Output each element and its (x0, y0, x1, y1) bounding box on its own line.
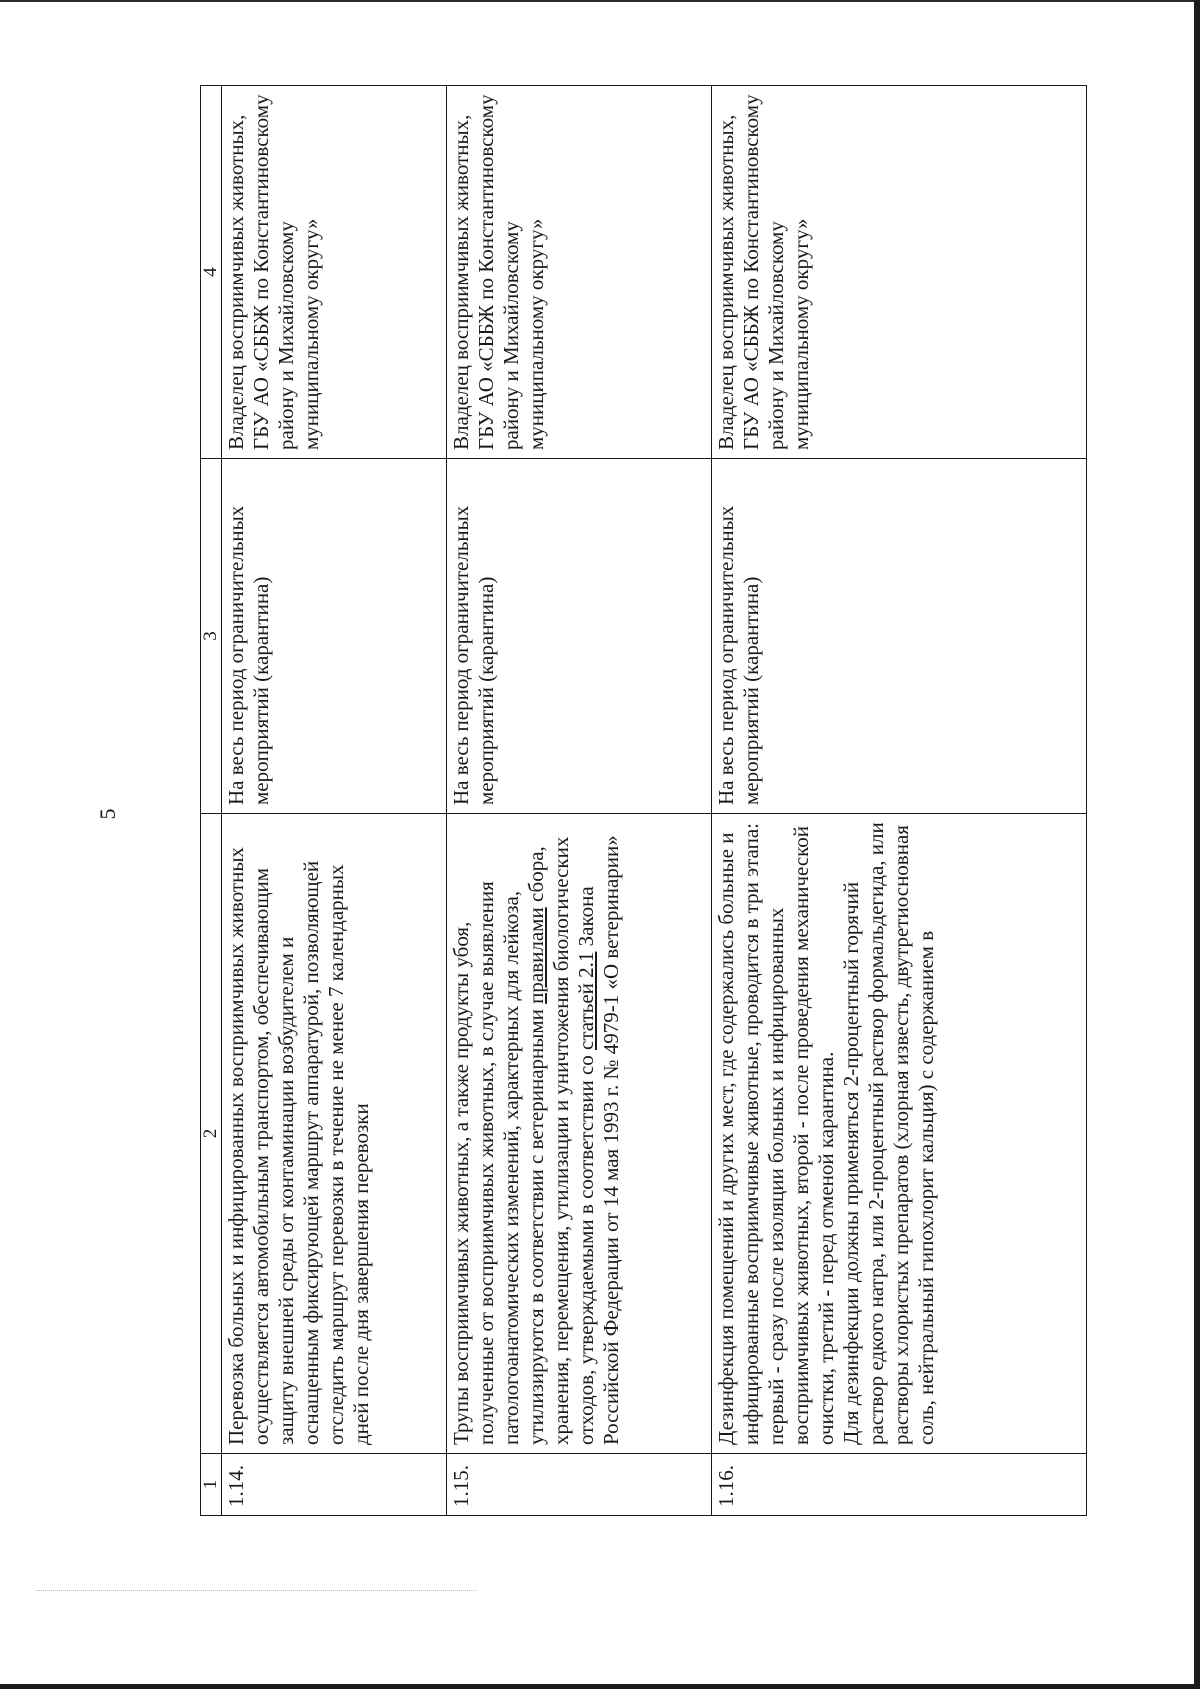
measure-text-part: сбора, хранения, перемещения, утилизации и уничтожения биологических отходов, утверждаемыми в соответствии со (524, 836, 598, 1445)
measure-text (712, 814, 1087, 1454)
period-text: На весь период ограничительных мероприятий (карантина) (712, 459, 1087, 814)
table-row (712, 86, 1087, 1516)
header-col-3: 3 (201, 459, 222, 814)
rotated-table-container (200, 86, 1080, 1516)
table-row (222, 86, 447, 1516)
period-text: На весь период ограничительных мероприятий (карантина) (447, 459, 712, 814)
measures-table (200, 85, 1087, 1516)
scan-artifact (36, 1590, 476, 1591)
header-col-2: 2 (201, 814, 222, 1454)
measure-text (447, 814, 712, 1454)
period-text: На весь период ограничительных мероприятий (карантина) (222, 459, 447, 814)
responsible-text: Владелец восприимчивых животных, ГБУ АО «СББЖ по Константиновскому району и Михайловскому муниципальному округу» (447, 86, 712, 459)
table-header-row (201, 86, 222, 1516)
table-row (447, 86, 712, 1516)
row-number: 1.16. (712, 1454, 1087, 1516)
measure-text: Перевозка больных и инфицированных восприимчивых животных осуществляется автомобильным транспортом, обеспечивающим защиту внешней среды от контаминации возбудителем и оснащенным фиксирующей маршрут аппаратурой, позволяющей отследить маршрут перевозки в течение не менее 7 календарных дней после дня завершения перевозки (222, 814, 447, 1454)
header-col-1: 1 (201, 1454, 222, 1516)
header-col-4: 4 (201, 86, 222, 459)
measure-text-part: Трупы восприимчивых животных, а также продукты убоя, полученные от восприимчивых животных, в случае выявления патологоанатомических изменений, характерных для лейкоза, утилизируются в соответствии с ветеринарными (449, 881, 548, 1445)
measure-text-part: Закона Российской Федерации от 14 мая 1993 г. № 4979-1 «О ветеринарии» (574, 835, 623, 1445)
responsible-text: Владелец восприимчивых животных, ГБУ АО «СББЖ по Константиновскому району и Михайловскому муниципальному округу» (712, 86, 1087, 459)
row-number: 1.15. (447, 1454, 712, 1516)
scan-edge-top (0, 0, 1200, 2)
scan-edge-right (1194, 0, 1200, 1689)
article-link[interactable]: статьей 2.1 (574, 951, 598, 1050)
measure-paragraph-1: Дезинфекция помещений и других мест, где содержались больные и инфицированные восприимчивые животные, проводится в три этапа: первый - сразу после изоляции больных и инфицированных восприимчивых животных, второй - после проведения механической очистки, третий - перед отменой карантина. (714, 823, 838, 1445)
row-number: 1.14. (222, 1454, 447, 1516)
rules-link[interactable]: правилами (524, 907, 548, 1004)
scan-edge-bottom (0, 1684, 1200, 1689)
responsible-text: Владелец восприимчивых животных, ГБУ АО «СББЖ по Константиновскому району и Михайловскому муниципальному округу» (222, 86, 447, 459)
measure-paragraph-2: Для дезинфекции должны применяться 2-процентный горячий раствор едкого натра, или 2-процентный раствор формальдегида, или растворы хлористых препаратов (хлорная известь, двутретиосновная соль, нейтральный гипохлорит кальция) с содержанием в (839, 822, 938, 1445)
page-number: 5 (95, 808, 120, 820)
